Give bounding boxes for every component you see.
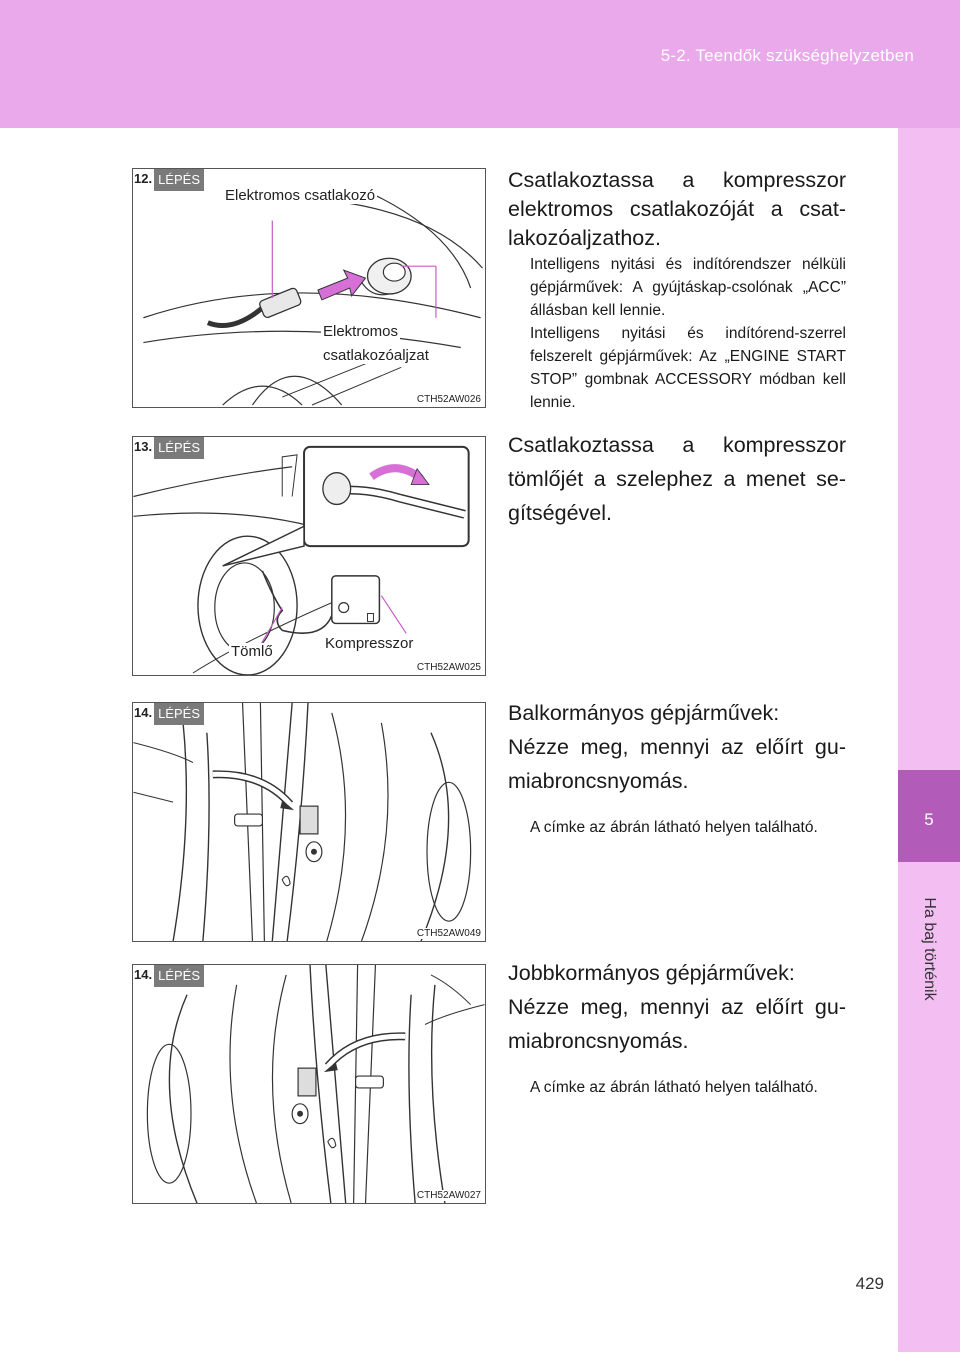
step-14-lhd-instruction: Nézze meg, mennyi az előírt gu-miabroncsnyomás. bbox=[508, 735, 846, 793]
step-14-rhd-text bbox=[508, 956, 846, 1099]
step-badge bbox=[133, 703, 204, 725]
label-hose: Tömlő bbox=[231, 643, 273, 660]
door-pillar-rhd-illustration bbox=[133, 965, 485, 1203]
step-badge bbox=[133, 169, 204, 191]
step-number: 13. bbox=[133, 437, 154, 459]
step-number: 14. bbox=[133, 703, 154, 725]
page-number: 429 bbox=[855, 1274, 884, 1293]
chapter-label: Ha baj történik bbox=[921, 897, 938, 1001]
page-header bbox=[0, 0, 960, 128]
figure-code: CTH52AW026 bbox=[416, 394, 481, 405]
step-word: LÉPÉS bbox=[154, 437, 204, 459]
step-number: 12. bbox=[133, 169, 154, 191]
step-14-rhd-note: A címke az ábrán látható helyen található. bbox=[530, 1079, 818, 1096]
step-badge bbox=[133, 965, 204, 987]
section-title: 5-2. Teendők szükséghelyzetben bbox=[660, 46, 914, 65]
label-compressor: Kompresszor bbox=[325, 635, 414, 652]
door-pillar-lhd-illustration bbox=[133, 703, 485, 941]
step-12-note-1: Intelligens nyitási és indítórendszer nélküli gépjárművek: A gyújtáskap-csolónak „ACC” állásban kell lennie. bbox=[530, 256, 846, 319]
label-socket-line1: Elektromos bbox=[323, 323, 399, 340]
step-12-instruction: Csatlakoztassa a kompresszor elektromos csatlakozóját a csat-lakozóaljzathoz. bbox=[508, 168, 846, 250]
step-word: LÉPÉS bbox=[154, 703, 204, 725]
compressor-illustration bbox=[133, 437, 485, 675]
figure-code: CTH52AW027 bbox=[416, 1190, 481, 1201]
step-12-figure bbox=[132, 168, 486, 408]
step-13-instruction: Csatlakoztassa a kompresszor tömlőjét a szelephez a menet se-gítségével. bbox=[508, 433, 846, 525]
chapter-number-tab[interactable]: 5 bbox=[898, 770, 960, 862]
step-14-rhd-instruction: Nézze meg, mennyi az előírt gu-miabroncsnyomás. bbox=[508, 995, 846, 1053]
side-tab-upper bbox=[898, 128, 960, 770]
label-electric-plug: Elektromos csatlakozó bbox=[225, 187, 376, 204]
figure-code: CTH52AW049 bbox=[416, 928, 481, 939]
step-14-rhd-heading: Jobbkormányos gépjárművek: bbox=[508, 961, 795, 985]
connector-illustration bbox=[133, 169, 485, 407]
label-socket-line2: csatlakozóaljzat bbox=[323, 347, 429, 364]
step-word: LÉPÉS bbox=[154, 169, 204, 191]
step-13-figure bbox=[132, 436, 486, 676]
step-14-rhd-figure bbox=[132, 964, 486, 1204]
figure-code: CTH52AW025 bbox=[416, 662, 481, 673]
step-14-lhd-heading: Balkormányos gépjárművek: bbox=[508, 701, 780, 725]
step-14-lhd-note: A címke az ábrán látható helyen található. bbox=[530, 819, 818, 836]
step-12-text bbox=[508, 166, 846, 414]
step-word: LÉPÉS bbox=[154, 965, 204, 987]
step-14-lhd-text bbox=[508, 696, 846, 839]
step-14-lhd-figure bbox=[132, 702, 486, 942]
step-number: 14. bbox=[133, 965, 154, 987]
step-12-note-2: Intelligens nyitási és indítórend-szerrel felszerelt gépjárművek: Az „ENGINE START STOP” gombnak ACCESSORY módban kell lennie. bbox=[530, 325, 846, 411]
step-badge bbox=[133, 437, 204, 459]
step-13-text bbox=[508, 428, 846, 530]
